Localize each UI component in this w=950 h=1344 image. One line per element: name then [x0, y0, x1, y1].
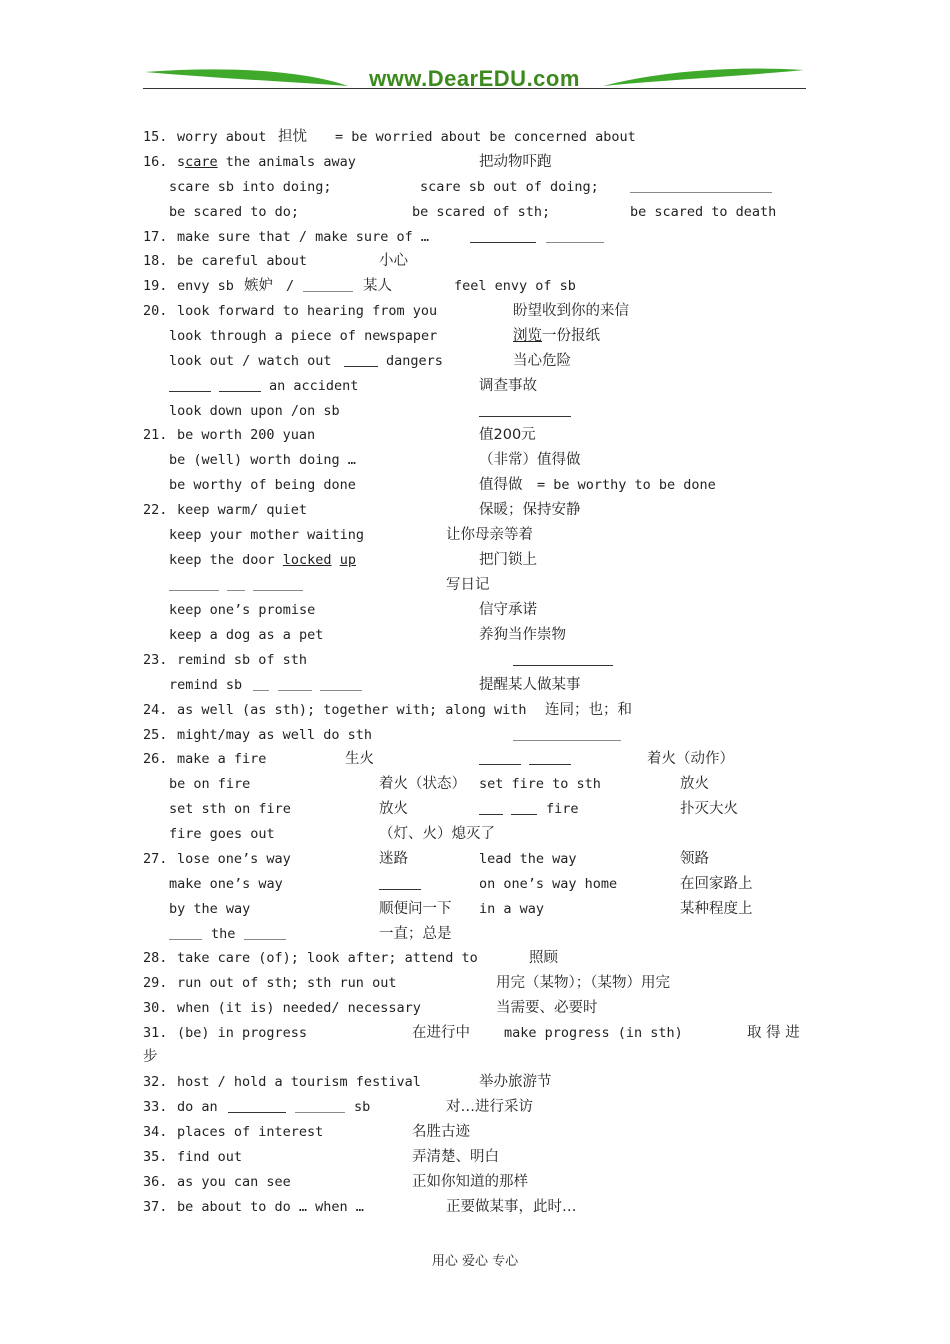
entry-chinese: 担忧	[278, 129, 307, 145]
entry-number: 35.	[143, 1149, 168, 1165]
entry-number: 32.	[143, 1074, 168, 1090]
entry-chinese-2: 取 得 进	[747, 1025, 800, 1041]
entry-number: 26.	[143, 751, 168, 767]
sub-phrase-2: fire	[546, 801, 579, 817]
answer-blank[interactable]	[169, 391, 211, 392]
sub-phrase-2: in a way	[479, 901, 545, 917]
sub-chinese: 养狗当作崇物	[479, 627, 566, 643]
answer-blank[interactable]	[253, 590, 303, 591]
entry-phrase: be worth 200 yuan	[177, 427, 316, 443]
entry-phrase: worry about	[177, 129, 267, 145]
answer-blank[interactable]	[379, 889, 421, 890]
entry-phrase: when (it is) needed/ necessary	[177, 1000, 421, 1016]
entry-chinese: 用完（某物）；（某物）用完	[496, 975, 670, 991]
entry-chinese-3: 步	[143, 1049, 158, 1065]
site-logo-text: www.DearEDU.com	[369, 66, 580, 91]
entry-chinese: 盼望收到你的来信	[513, 303, 629, 319]
sub-phrase: look out / watch out	[169, 353, 332, 369]
answer-blank[interactable]	[169, 590, 219, 591]
entry-chinese: 举办旅游节	[479, 1074, 552, 1090]
sub-phrase: be scared of sth;	[412, 204, 551, 220]
entry-extra: feel envy of sb	[454, 278, 576, 294]
sub-chinese: 顺便问一下	[379, 901, 452, 917]
sub-phrase: be (well) worth doing …	[169, 452, 356, 468]
answer-blank[interactable]	[546, 242, 604, 243]
sub-phrase: be scared to death	[630, 204, 777, 220]
entry-phrase: look forward to hearing from you	[177, 303, 438, 319]
answer-blank[interactable]	[169, 939, 202, 940]
entry-number: 17.	[143, 229, 168, 245]
entry-chinese-2: 着火（动作）	[647, 751, 734, 767]
sub-chinese: 信守承诺	[479, 602, 537, 618]
entry-chinese: 正如你知道的那样	[412, 1174, 528, 1190]
answer-blank[interactable]	[513, 665, 613, 666]
answer-blank[interactable]	[511, 814, 537, 815]
sub-phrase	[169, 549, 356, 571]
answer-blank[interactable]	[513, 740, 621, 741]
sub-extra: = be worthy to be done	[537, 477, 716, 493]
entry-phrase-2: sb	[354, 1099, 371, 1115]
entry-number: 34.	[143, 1124, 168, 1140]
sub-phrase: fire goes out	[169, 826, 275, 842]
entry-number: 29.	[143, 975, 168, 991]
answer-blank[interactable]	[303, 291, 353, 292]
entry-number: 36.	[143, 1174, 168, 1190]
answer-blank[interactable]	[244, 939, 286, 940]
sub-chinese: 着火（状态）	[379, 776, 466, 792]
sub-phrase: the	[211, 926, 236, 942]
sub-phrase: an accident	[269, 378, 359, 394]
entry-chinese: 照顾	[529, 950, 558, 966]
entry-phrase: do an	[177, 1099, 218, 1115]
sub-chinese: 写日记	[446, 577, 490, 593]
answer-blank[interactable]	[630, 192, 772, 193]
entry-chinese: 保暖；保持安静	[479, 502, 581, 518]
entry-number: 28.	[143, 950, 168, 966]
phrase-start: keep the door	[169, 552, 283, 568]
sub-phrase-2: on one’s way home	[479, 876, 618, 892]
sub-phrase: scare sb out of doing;	[420, 179, 599, 195]
entry-number: 21.	[143, 427, 168, 443]
answer-blank[interactable]	[320, 690, 362, 691]
answer-blank[interactable]	[253, 690, 269, 691]
entry-number: 22.	[143, 502, 168, 518]
sub-phrase: be worthy of being done	[169, 477, 356, 493]
answer-blank[interactable]	[479, 814, 503, 815]
sub-phrase-2: set fire to sth	[479, 776, 601, 792]
sub-chinese-2: 某种程度上	[680, 901, 753, 917]
entry-chinese: 弄清楚、明白	[412, 1149, 499, 1165]
entry-phrase: host / hold a tourism festival	[177, 1074, 421, 1090]
entry-phrase: (be) in progress	[177, 1025, 308, 1041]
sub-phrase: keep one’s promise	[169, 602, 316, 618]
sub-chinese-2: 在回家路上	[680, 876, 753, 892]
answer-blank[interactable]	[228, 1112, 286, 1113]
sub-chinese: 让你母亲等着	[446, 527, 533, 543]
entry-number: 15.	[143, 129, 168, 145]
sub-chinese: （非常）值得做	[479, 452, 581, 468]
entry-extra: = be worried about be concerned about	[335, 129, 636, 145]
entry-phrase-2: lead the way	[479, 851, 577, 867]
sub-chinese: 把门锁上	[479, 552, 537, 568]
underlined-word: up	[339, 552, 356, 568]
entry-phrase	[177, 151, 356, 173]
entry-number: 24.	[143, 702, 168, 718]
entry-phrase: keep warm/ quiet	[177, 502, 308, 518]
entry-chinese: 迷路	[379, 851, 408, 867]
entry-number: 19.	[143, 278, 168, 294]
entry-phrase-2: make progress (in sth)	[504, 1025, 683, 1041]
entry-number: 37.	[143, 1199, 168, 1215]
entry-phrase: find out	[177, 1149, 243, 1165]
entry-chinese: 正要做某事，此时…	[446, 1199, 577, 1215]
sub-chinese: 当心危险	[513, 353, 571, 369]
sub-phrase: set sth on fire	[169, 801, 291, 817]
entry-phrase: be about to do … when …	[177, 1199, 364, 1215]
answer-blank[interactable]	[295, 1112, 345, 1113]
entry-number: 27.	[143, 851, 168, 867]
answer-blank[interactable]	[479, 764, 521, 765]
sub-phrase: scare sb into doing;	[169, 179, 332, 195]
entry-number: 16.	[143, 154, 168, 170]
entry-phrase: as you can see	[177, 1174, 291, 1190]
entry-phrase: make sure that / make sure of …	[177, 229, 429, 245]
sub-phrase: by the way	[169, 901, 251, 917]
page-footer: 用心 爱心 专心	[431, 1254, 519, 1269]
phrase-end: the animals away	[217, 154, 356, 170]
phrase-start: s	[177, 154, 186, 170]
entry-number: 33.	[143, 1099, 168, 1115]
header-divider	[143, 88, 806, 89]
entry-chinese-2: 某人	[363, 278, 392, 294]
sub-chinese: 调查事故	[479, 378, 537, 394]
entry-phrase: be careful about	[177, 253, 308, 269]
answer-blank[interactable]	[278, 690, 312, 691]
answer-blank[interactable]	[344, 366, 378, 367]
entry-chinese: 值200元	[479, 427, 536, 443]
underlined-word: care	[185, 154, 218, 170]
entry-chinese: 小心	[379, 253, 408, 269]
sub-phrase: keep a dog as a pet	[169, 627, 324, 643]
entry-number: 20.	[143, 303, 168, 319]
entry-phrase: places of interest	[177, 1124, 324, 1140]
entry-phrase: lose one’s way	[177, 851, 291, 867]
sub-phrase: be scared to do;	[169, 204, 300, 220]
sub-phrase: be on fire	[169, 776, 251, 792]
entry-phrase: might/may as well do sth	[177, 727, 373, 743]
entry-chinese: 连同；也；和	[545, 702, 632, 718]
underlined-word: 浏览	[513, 328, 542, 344]
sub-chinese: 值得做	[479, 477, 523, 493]
entry-phrase: as well (as sth); together with; along with	[177, 702, 527, 718]
sub-chinese-2: 扑灭大火	[680, 801, 738, 817]
sub-phrase: remind sb	[169, 677, 243, 693]
sub-chinese: （灯、火）熄灭了	[379, 826, 495, 842]
entry-phrase: run out of sth; sth run out	[177, 975, 397, 991]
entry-number: 18.	[143, 253, 168, 269]
entry-chinese: 在进行中	[412, 1025, 470, 1041]
entry-chinese: 生火	[345, 751, 374, 767]
entry-number: 25.	[143, 727, 168, 743]
entry-number: 31.	[143, 1025, 168, 1041]
sub-chinese: 放火	[379, 801, 408, 817]
entry-chinese: 当需要、必要时	[496, 1000, 598, 1016]
entry-phrase: take care (of); look after; attend to	[177, 950, 478, 966]
answer-blank[interactable]	[227, 590, 245, 591]
entry-chinese: 名胜古迹	[412, 1124, 470, 1140]
answer-blank[interactable]	[479, 416, 571, 417]
underlined-word: locked	[282, 552, 332, 568]
sub-chinese: 提醒某人做某事	[479, 677, 581, 693]
entry-number: 23.	[143, 652, 168, 668]
sub-chinese-2: 放火	[680, 776, 709, 792]
chinese-rest: 一份报纸	[542, 328, 600, 344]
entry-number: 30.	[143, 1000, 168, 1016]
entry-phrase: envy sb	[177, 278, 234, 294]
answer-blank[interactable]	[470, 242, 536, 243]
entry-chinese: 把动物吓跑	[479, 154, 552, 170]
answer-blank[interactable]	[219, 391, 261, 392]
entry-chinese: 对…进行采访	[446, 1099, 533, 1115]
entry-chinese: 嫉妒	[244, 278, 273, 294]
sub-chinese: 一直；总是	[379, 926, 452, 942]
sub-phrase: make one’s way	[169, 876, 283, 892]
entry-chinese-2: 领路	[680, 851, 709, 867]
slash: /	[286, 278, 295, 294]
answer-blank[interactable]	[529, 764, 571, 765]
entry-phrase: remind sb of sth	[177, 652, 308, 668]
entry-phrase: make a fire	[177, 751, 267, 767]
sub-phrase: keep your mother waiting	[169, 527, 365, 543]
sub-chinese	[513, 325, 600, 347]
sub-phrase: look through a piece of newspaper	[169, 328, 438, 344]
sub-phrase: dangers	[386, 353, 443, 369]
sub-phrase: look down upon /on sb	[169, 403, 340, 419]
